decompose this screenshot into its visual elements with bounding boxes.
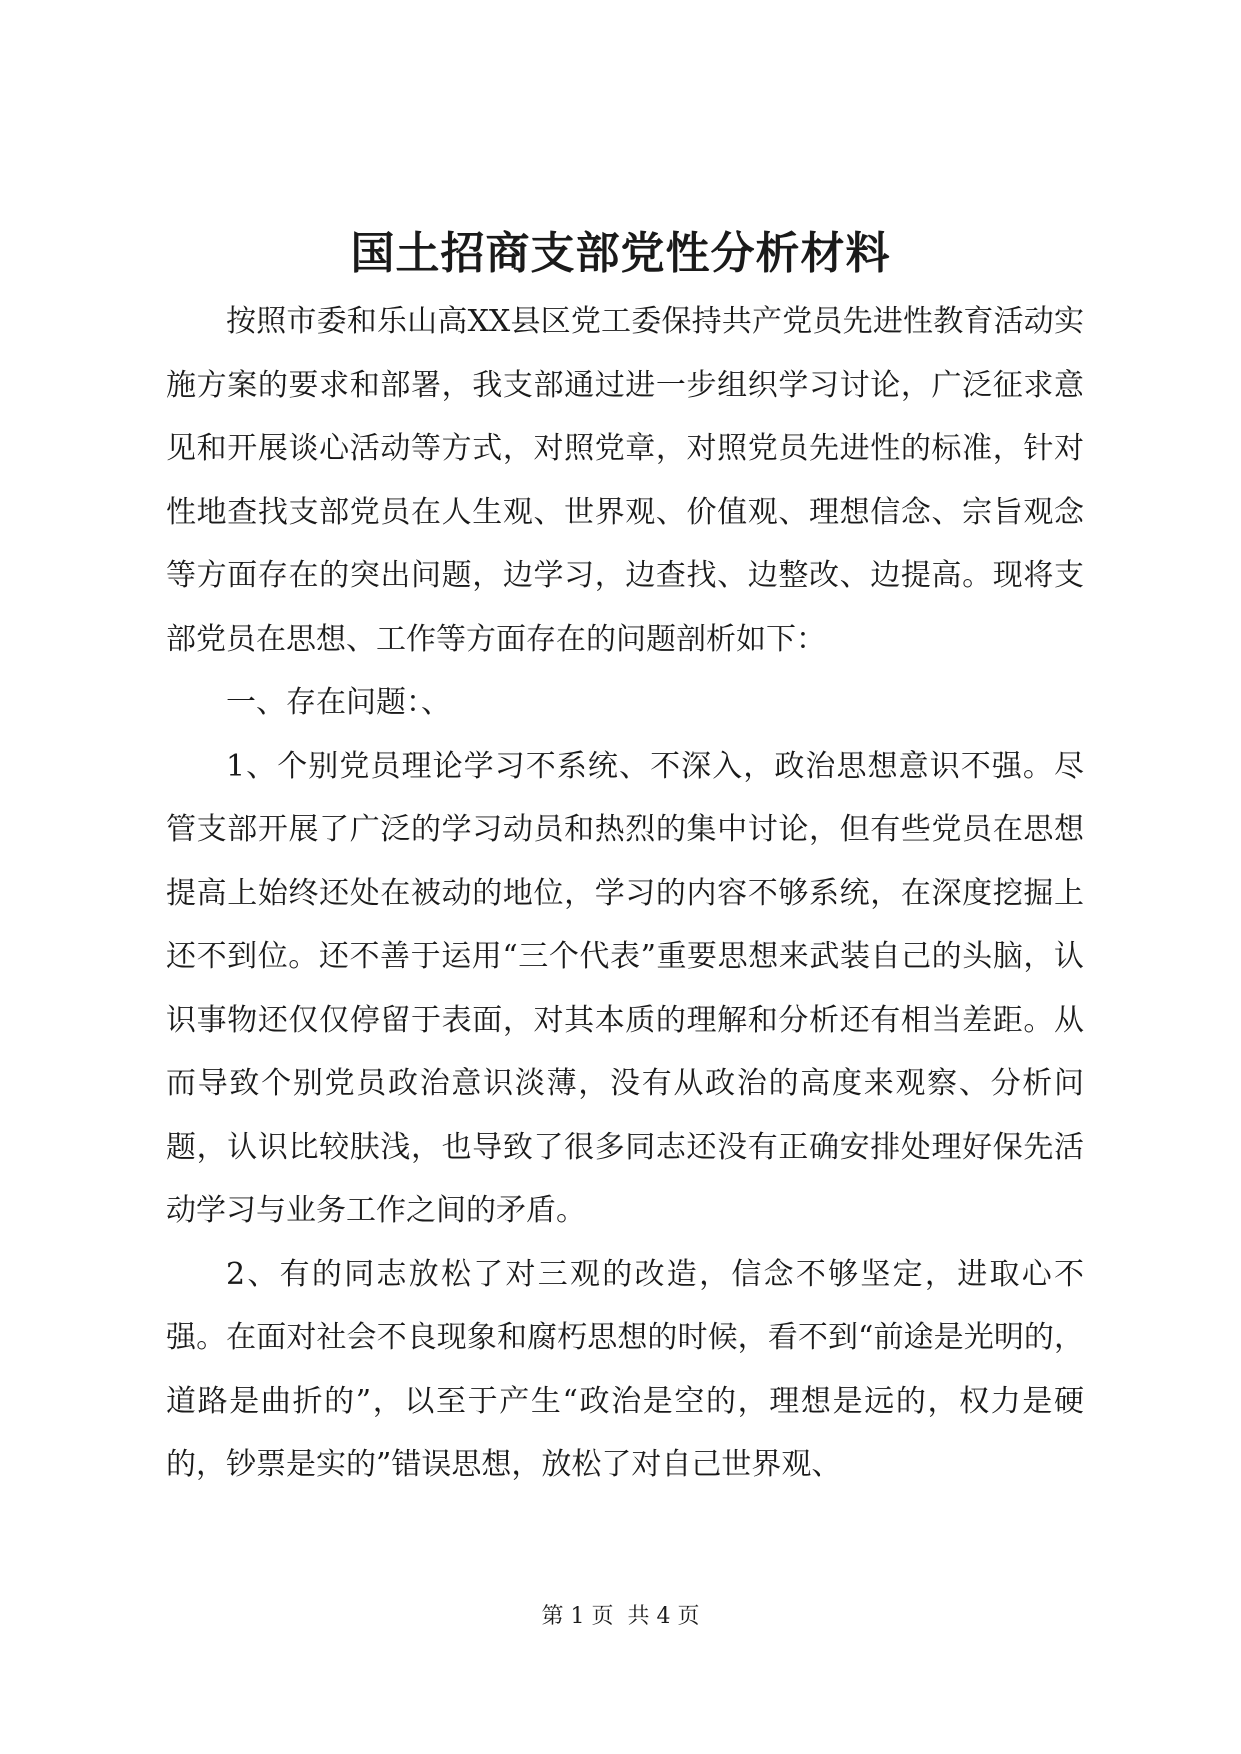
document-body [166, 290, 1084, 1497]
paragraph-problem-2: 2、有的同志放松了对三观的改造，信念不够坚定，进取心不强。在面对社会不良现象和腐朽思想的时候，看不到“前途是光明的，道路是曲折的”，以至于产生“政治是空的，理想是远的，权力是硬的，钞票是实的”错误思想，放松了对自己世界观、 [166, 1256, 1084, 1482]
paragraph-problem-1: 1、个别党员理论学习不系统、不深入，政治思想意识不强。尽管支部开展了广泛的学习动员和热烈的集中讨论，但有些党员在思想提高上始终还处在被动的地位，学习的内容不够系统，在深度挖掘上还不到位。还不善于运用“三个代表”重要思想来武装自己的头脑，认识事物还仅仅停留于表面，对其本质的理解和分析还有相当差距。从而导致个别党员政治意识淡薄，没有从政治的高度来观察、分析问题，认识比较肤浅，也导致了很多同志还没有正确安排处理好保先活动学习与业务工作之间的矛盾。 [166, 748, 1084, 1228]
document-title: 国土招商支部党性分析材料 [350, 228, 891, 279]
page-footer [0, 1602, 1241, 1632]
page-number-label: 第 1 页 共 4 页 [541, 1604, 700, 1629]
paragraph-intro: 按照市委和乐山高XX县区党工委保持共产党员先进性教育活动实施方案的要求和部署，我支部通过进一步组织学习讨论，广泛征求意见和开展谈心活动等方式，对照党章，对照党员先进性的标准，针对性地查找支部党员在人生观、世界观、价值观、理想信念、宗旨观念等方面存在的突出问题，边学习，边查找、边整改、边提高。现将支部党员在思想、工作等方面存在的问题剖析如下： [166, 304, 1084, 657]
section-heading-problems: 一、存在问题：、 [226, 685, 451, 720]
